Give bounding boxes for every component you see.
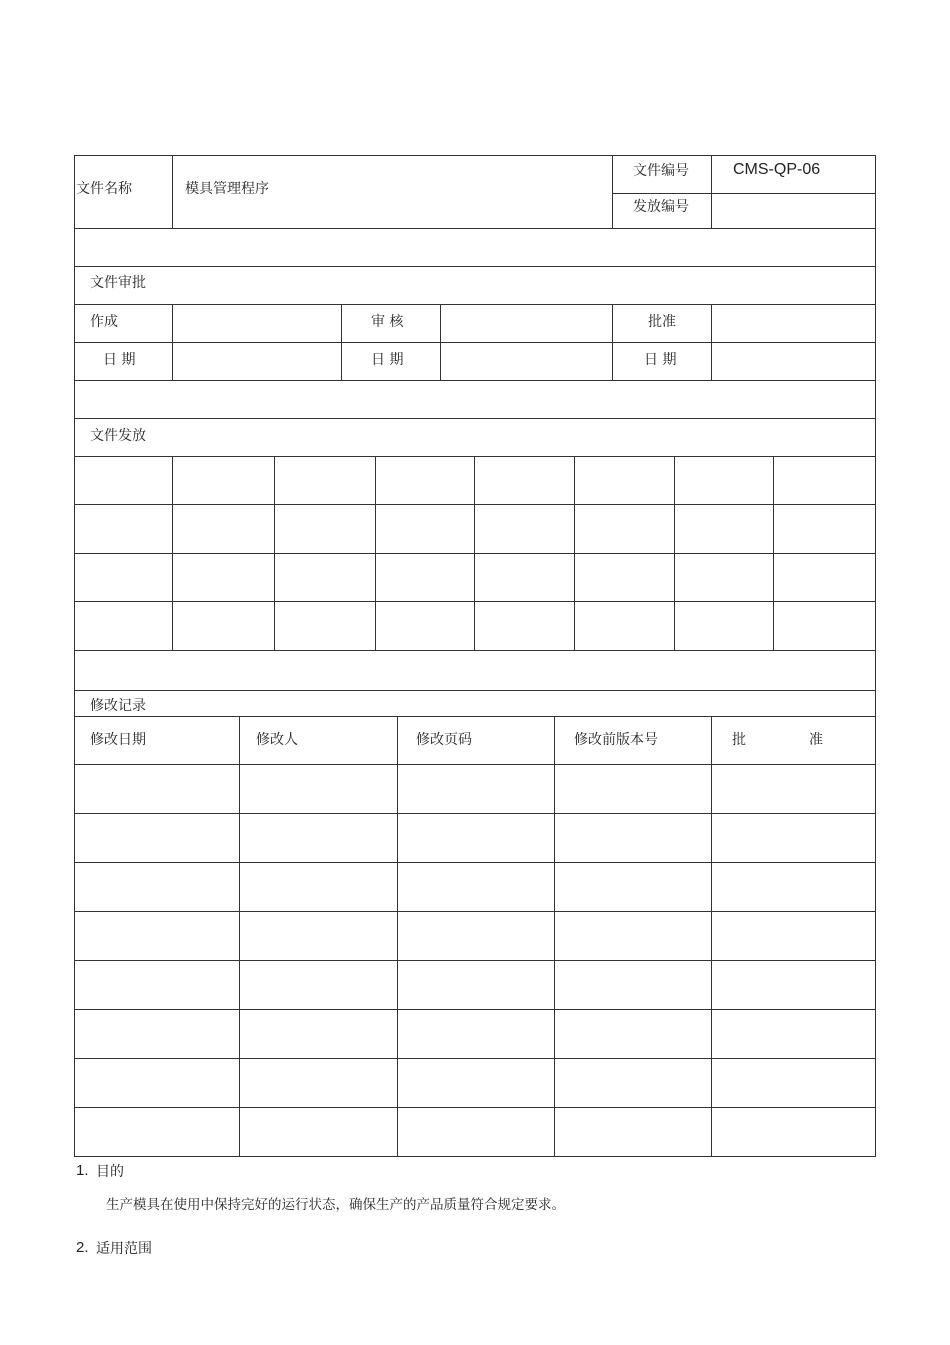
table-line <box>74 504 876 505</box>
table-line <box>172 456 173 650</box>
date-label: 日 期 <box>644 352 677 368</box>
table-line <box>612 304 613 380</box>
table-line <box>474 456 475 650</box>
table-line <box>74 862 876 863</box>
table-line <box>674 456 675 650</box>
table-line <box>875 155 876 1157</box>
date-label: 日 期 <box>103 352 136 368</box>
table-line <box>773 456 774 650</box>
table-line <box>74 960 876 961</box>
table-line <box>397 716 398 1156</box>
table-line <box>74 266 876 267</box>
date-label: 日 期 <box>371 352 404 368</box>
table-line <box>612 193 876 194</box>
table-line <box>554 716 555 1156</box>
section-1-number: 1. <box>76 1162 89 1179</box>
table-line <box>74 911 876 912</box>
table-line <box>74 553 876 554</box>
revision-title: 修改记录 <box>90 698 146 714</box>
revision-col-version: 修改前版本号 <box>574 732 658 748</box>
section-1-title: 目的 <box>96 1164 124 1180</box>
table-line <box>74 601 876 602</box>
table-line <box>574 456 575 650</box>
table-line <box>74 1058 876 1059</box>
made-by-label: 作成 <box>90 314 118 330</box>
section-1-body: 生产模具在使用中保持完好的运行状态，确保生产的产品质量符合规定要求。 <box>106 1197 565 1213</box>
distribution-title: 文件发放 <box>90 428 146 444</box>
table-line <box>74 155 876 156</box>
table-line <box>711 716 712 1156</box>
doc-no-value: CMS-QP-06 <box>733 161 821 178</box>
table-line <box>74 342 876 343</box>
table-line <box>172 304 173 380</box>
table-line <box>74 304 876 305</box>
table-line <box>612 155 613 228</box>
table-line <box>375 456 376 650</box>
doc-name-value: 模具管理程序 <box>185 181 269 197</box>
table-line <box>74 1107 876 1108</box>
table-line <box>341 304 342 380</box>
table-line <box>74 764 876 765</box>
table-line <box>74 690 876 691</box>
revision-col-date: 修改日期 <box>90 732 146 748</box>
table-line <box>74 650 876 651</box>
revision-col-approve-b: 准 <box>809 732 823 748</box>
table-line <box>74 813 876 814</box>
section-2-title: 适用范围 <box>96 1241 152 1257</box>
review-label: 审 核 <box>371 314 404 330</box>
doc-name-label: 文件名称 <box>76 181 132 197</box>
revision-col-approve-a: 批 <box>732 732 746 748</box>
table-line <box>711 155 712 228</box>
revision-col-person: 修改人 <box>256 732 298 748</box>
table-line <box>74 1009 876 1010</box>
table-line <box>274 456 275 650</box>
section-2-number: 2. <box>76 1239 89 1256</box>
table-line <box>239 716 240 1156</box>
table-line <box>74 155 75 1157</box>
revision-col-page: 修改页码 <box>416 732 472 748</box>
table-line <box>440 304 441 380</box>
table-line <box>172 155 173 228</box>
table-line <box>711 304 712 380</box>
issue-no-label: 发放编号 <box>633 199 689 215</box>
approve-label: 批准 <box>648 314 676 330</box>
table-line <box>74 716 876 717</box>
table-line <box>74 456 876 457</box>
approval-title: 文件审批 <box>90 275 146 291</box>
table-line <box>74 1156 876 1157</box>
table-line <box>74 380 876 381</box>
doc-no-label: 文件编号 <box>633 163 689 179</box>
table-line <box>74 418 876 419</box>
table-line <box>74 228 876 229</box>
